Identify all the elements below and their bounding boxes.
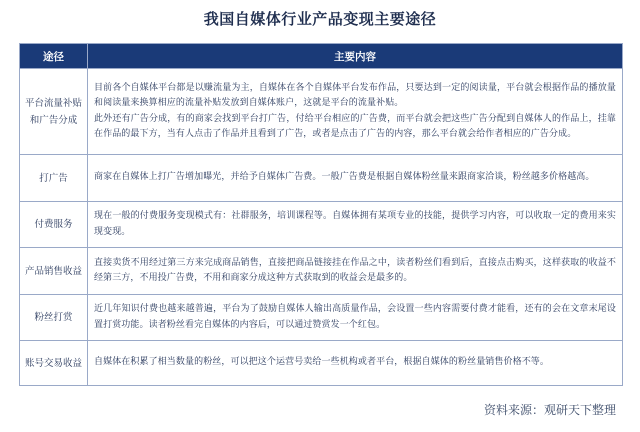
row-path-label: 打广告: [20, 155, 88, 202]
table-row: [20, 155, 623, 202]
row-path-label: 粉丝打赏: [20, 295, 88, 341]
row-content-paragraph: 近几年知识付费也越来越普遍，平台为了鼓励自媒体人输出高质量作品，会设置一些内容需要付费才能看，还有的会在文章末尾设置打赏功能。读者粉丝看完自媒体的内容后，可以通过赞赏发一个红包。: [94, 304, 616, 330]
page-title: 我国自媒体行业产品变现主要途径: [203, 10, 437, 28]
row-content: [88, 202, 623, 248]
table-row: [20, 341, 623, 386]
row-content-paragraph: 目前各个自媒体平台都是以赚流量为主，自媒体在各个自媒体平台发布作品，只要达到一定的阅读量，平台就会根据作品的播放量和阅读量来换算相应的流量补贴发放到自媒体账户，这就是平台的流量补贴。: [94, 82, 616, 108]
row-content-paragraph: 现在一般的付费服务变现模式有：社群服务，培训课程等。自媒体拥有某项专业的技能，提供学习内容，可以收取一定的费用来实现变现。: [94, 211, 616, 237]
row-content: [88, 341, 623, 386]
row-content: [88, 248, 623, 295]
row-path-label: 付费服务: [20, 202, 88, 248]
header-content: 主要内容: [88, 44, 623, 69]
monetization-table: [19, 43, 623, 386]
header-path: 途径: [20, 44, 88, 69]
row-content-paragraph: 此外还有广告分成，有的商家会找到平台打广告，付给平台相应的广告费，而平台就会把这些广告分配到自媒体人的作品上，挂靠在作品的最下方，当有人点击了作品并且看到了广告，或者是点击了广告的内容，那么平台就会给作者相应的广告分成。: [94, 113, 616, 139]
table-row: [20, 202, 623, 248]
row-path-label: 账号交易收益: [20, 341, 88, 386]
row-content: [88, 155, 623, 202]
table-row: [20, 69, 623, 155]
row-content-paragraph: 商家在自媒体上打广告增加曝光，并给予自媒体广告费。一般广告费是根据自媒体粉丝量来跟商家洽谈，粉丝越多价格越高。: [94, 172, 595, 183]
table-header-row: [20, 44, 623, 69]
source-note: 资料来源：观研天下整理: [483, 403, 616, 417]
row-content: [88, 295, 623, 341]
row-content-paragraph: 直接卖货不用经过第三方来完成商品销售，直接把商品链接挂在作品之中，读者粉丝们看到后，直接点击购买，这样获取的收益不经第三方，不用投广告费，不用和商家分成这种方式获取到的收益会是最多的。: [94, 257, 616, 283]
row-content-paragraph: 自媒体在积累了相当数量的粉丝，可以把这个运营号卖给一些机构或者平台，根据自媒体的粉丝量销售价格不等。: [94, 357, 550, 368]
row-content: [88, 69, 623, 155]
table-row: [20, 248, 623, 295]
row-path-label: 产品销售收益: [20, 248, 88, 295]
row-path-label: 平台流量补贴和广告分成: [20, 69, 88, 155]
table-row: [20, 295, 623, 341]
